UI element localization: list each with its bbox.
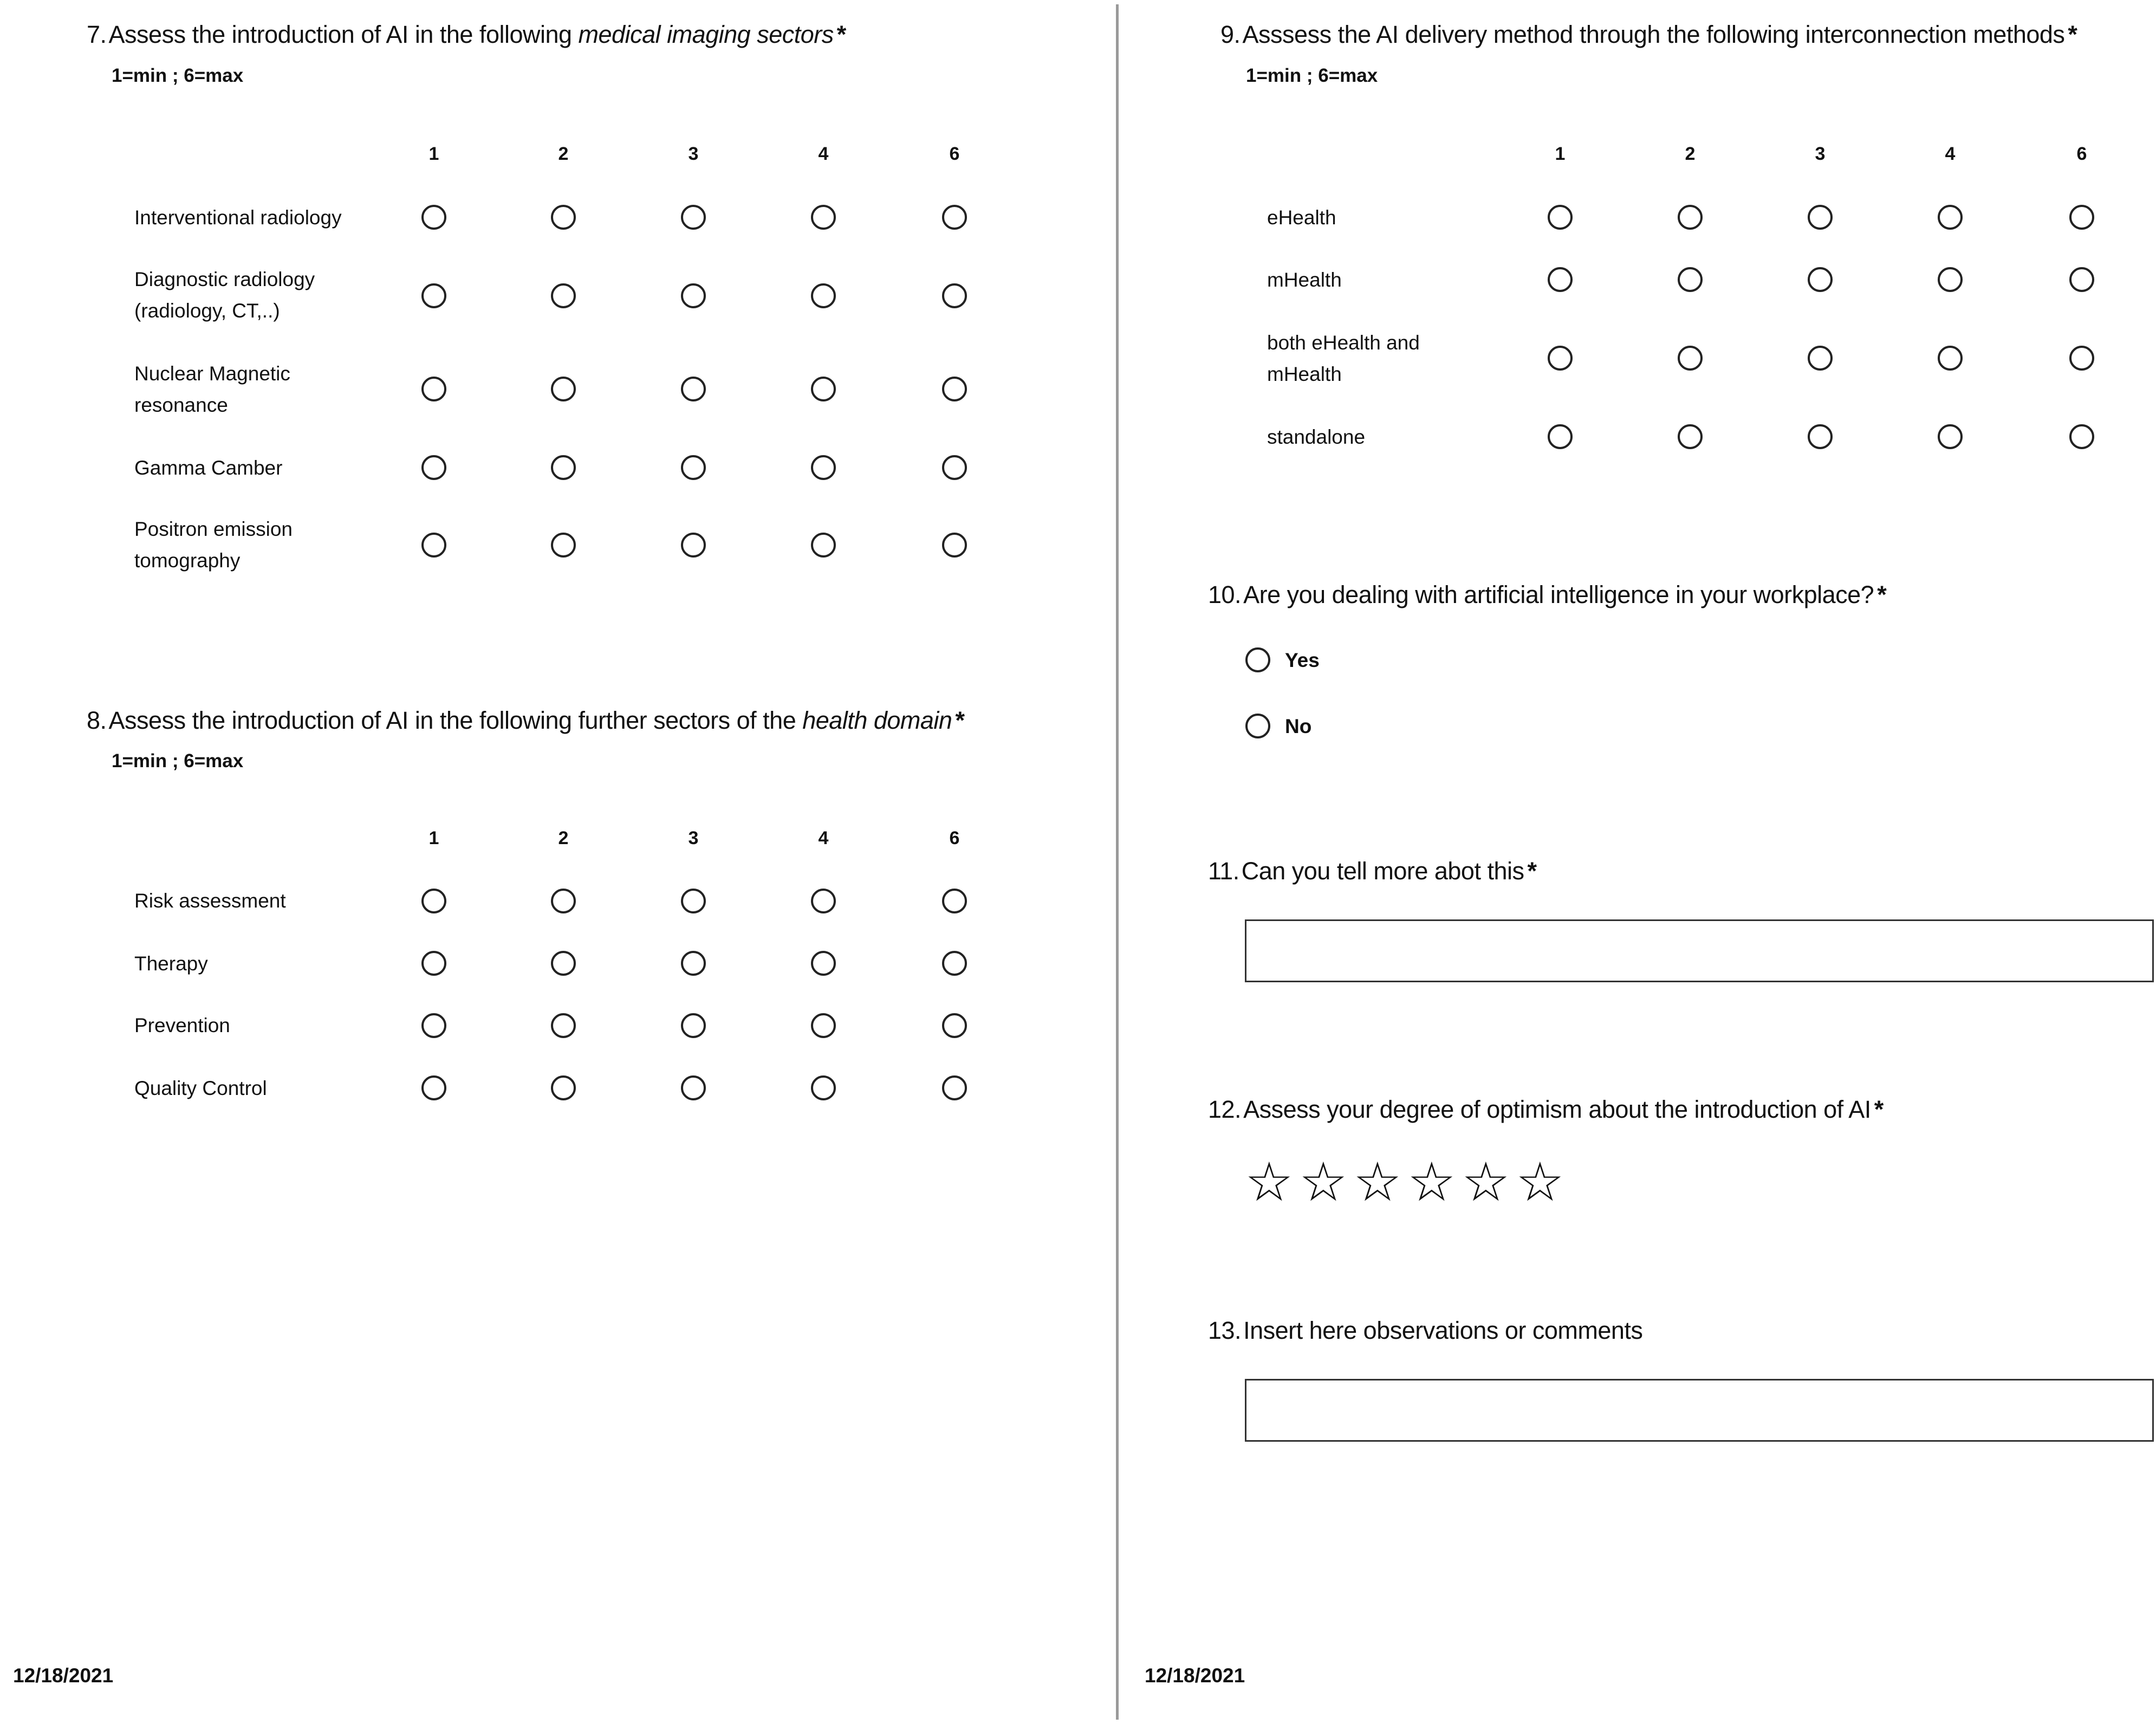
row-label-line: Diagnostic radiology [134, 268, 315, 290]
q8-r4-radio-1[interactable] [421, 1075, 446, 1100]
q10-yes-radio[interactable] [1245, 647, 1270, 672]
star-icon[interactable]: ☆ [1353, 1152, 1402, 1213]
col-header: 1 [428, 828, 439, 848]
col-header: 2 [558, 144, 569, 164]
required-marker: * [1874, 1096, 1884, 1123]
q7-r2-radio-1[interactable] [421, 283, 446, 308]
q7-r5-radio-2[interactable] [551, 533, 576, 558]
q12-title [1208, 1096, 1884, 1124]
row-label [134, 948, 208, 980]
q8-r1-radio-6[interactable] [942, 889, 967, 913]
q8-r2-radio-6[interactable] [942, 951, 967, 976]
q9-r3-radio-6[interactable] [2069, 346, 2094, 371]
q7-r4-radio-1[interactable] [421, 455, 446, 480]
q8-emphasis: health domain [802, 707, 952, 734]
q7-r4-radio-2[interactable] [551, 455, 576, 480]
q7-r1-radio-3[interactable] [681, 205, 706, 230]
q7-r5-radio-6[interactable] [942, 533, 967, 558]
required-marker: * [955, 707, 965, 734]
q8-r4-radio-6[interactable] [942, 1075, 967, 1100]
q9-r4-radio-2[interactable] [1678, 424, 1703, 449]
q7-r3-radio-3[interactable] [681, 377, 706, 401]
q9-r3-radio-1[interactable] [1548, 346, 1573, 371]
q7-r5-radio-3[interactable] [681, 533, 706, 558]
row-label-line: tomography [134, 549, 241, 572]
q9-r4-radio-4[interactable] [1938, 424, 1963, 449]
col-header: 2 [558, 828, 569, 848]
required-marker: * [836, 21, 846, 48]
q7-r3-radio-6[interactable] [942, 377, 967, 401]
q9-r3-radio-3[interactable] [1808, 346, 1833, 371]
q8-r3-radio-4[interactable] [811, 1013, 836, 1038]
q7-r4-radio-3[interactable] [681, 455, 706, 480]
row-label-line: standalone [1267, 426, 1366, 448]
q9-r3-radio-4[interactable] [1938, 346, 1963, 371]
q10-text: Are you dealing with artificial intelligence in your workplace? [1243, 581, 1874, 608]
q8-r1-radio-4[interactable] [811, 889, 836, 913]
q7-text: Assess the introduction of AI in the following [108, 21, 579, 48]
row-label [1267, 202, 1336, 234]
q8-r2-radio-2[interactable] [551, 951, 576, 976]
row-label [1267, 264, 1342, 296]
q11-number: 11. [1208, 857, 1239, 885]
q7-scale-note: 1=min ; 6=max [112, 65, 244, 86]
q7-r4-radio-4[interactable] [811, 455, 836, 480]
q7-r3-radio-1[interactable] [421, 377, 446, 401]
q10-no-label: No [1285, 715, 1312, 737]
q9-r3-radio-2[interactable] [1678, 346, 1703, 371]
q11-text: Can you tell more abot this [1241, 857, 1524, 885]
row-label [134, 1010, 230, 1041]
col-header: 6 [949, 144, 960, 164]
footer-date: 12/18/2021 [13, 1664, 114, 1687]
col-header: 6 [949, 828, 960, 848]
q7-r5-radio-4[interactable] [811, 533, 836, 558]
q7-title [87, 21, 846, 49]
row-label [1267, 327, 1420, 390]
q8-r4-radio-4[interactable] [811, 1075, 836, 1100]
col-header: 2 [1685, 144, 1696, 164]
star-icon[interactable]: ☆ [1245, 1152, 1294, 1213]
row-label [1267, 422, 1365, 453]
q8-text: Assess the introduction of AI in the following further sectors of the [108, 707, 803, 734]
col-header: 1 [1555, 144, 1566, 164]
right-page [1121, 0, 2156, 1724]
q9-text: Asssess the AI delivery method through the following interconnection methods [1242, 21, 2065, 48]
q9-scale-note: 1=min ; 6=max [1246, 65, 1378, 86]
row-label-line: mHealth [1267, 363, 1342, 385]
col-header: 3 [688, 144, 699, 164]
q7-r1-radio-1[interactable] [421, 205, 446, 230]
row-label-line: mHealth [1267, 269, 1342, 291]
row-label [134, 514, 293, 576]
q8-title [87, 707, 964, 735]
required-marker: * [1527, 857, 1537, 885]
q7-r2-radio-2[interactable] [551, 283, 576, 308]
q13-text: Insert here observations or comments [1243, 1317, 1643, 1344]
q8-r3-radio-1[interactable] [421, 1013, 446, 1038]
row-label [134, 358, 290, 421]
q12-text: Assess your degree of optimism about the introduction of AI [1243, 1096, 1871, 1123]
q13-comments-input[interactable] [1245, 1379, 2154, 1442]
q7-number: 7. [87, 21, 107, 48]
row-label [134, 885, 286, 917]
q10-yes-label: Yes [1285, 649, 1320, 671]
col-header: 3 [1815, 144, 1826, 164]
q10-title [1208, 581, 1886, 609]
q11-answer-input[interactable] [1245, 919, 2154, 982]
q9-r4-radio-3[interactable] [1808, 424, 1833, 449]
q8-r4-radio-3[interactable] [681, 1075, 706, 1100]
q10-no-radio[interactable] [1245, 714, 1270, 738]
q7-r5-radio-1[interactable] [421, 533, 446, 558]
star-icon[interactable]: ☆ [1299, 1152, 1348, 1213]
star-icon[interactable]: ☆ [1407, 1152, 1456, 1213]
q9-r2-radio-1[interactable] [1548, 267, 1573, 292]
required-marker: * [1877, 581, 1887, 608]
q13-title [1208, 1317, 1642, 1345]
row-label-line: Therapy [134, 952, 208, 975]
q8-r1-radio-2[interactable] [551, 889, 576, 913]
col-header: 4 [818, 144, 829, 164]
q9-r1-radio-4[interactable] [1938, 205, 1963, 230]
q7-r2-radio-4[interactable] [811, 283, 836, 308]
col-header: 4 [818, 828, 829, 848]
row-label [134, 264, 315, 327]
q9-r2-radio-4[interactable] [1938, 267, 1963, 292]
q8-r3-radio-3[interactable] [681, 1013, 706, 1038]
q10-number: 10. [1208, 581, 1242, 608]
q12-number: 12. [1208, 1096, 1242, 1123]
q8-number: 8. [87, 707, 107, 734]
row-label-line: (radiology, CT,..) [134, 300, 280, 322]
col-header: 6 [2076, 144, 2087, 164]
q9-r1-radio-6[interactable] [2069, 205, 2094, 230]
page-divider [1116, 4, 1119, 1720]
q11-title [1208, 857, 1537, 885]
q7-r1-radio-6[interactable] [942, 205, 967, 230]
q9-r4-radio-1[interactable] [1548, 424, 1573, 449]
q8-r2-radio-4[interactable] [811, 951, 836, 976]
col-header: 3 [688, 828, 699, 848]
q9-title [1220, 21, 2077, 49]
q7-r1-radio-4[interactable] [811, 205, 836, 230]
q7-r2-radio-3[interactable] [681, 283, 706, 308]
q9-r4-radio-6[interactable] [2069, 424, 2094, 449]
row-label-line: Risk assessment [134, 890, 286, 912]
q9-r2-radio-2[interactable] [1678, 267, 1703, 292]
q8-r2-radio-1[interactable] [421, 951, 446, 976]
q9-r1-radio-2[interactable] [1678, 205, 1703, 230]
q8-scale-note: 1=min ; 6=max [112, 750, 244, 772]
q7-r2-radio-6[interactable] [942, 283, 967, 308]
row-label-line: Prevention [134, 1014, 230, 1036]
q8-r2-radio-3[interactable] [681, 951, 706, 976]
q9-r1-radio-3[interactable] [1808, 205, 1833, 230]
row-label [134, 452, 282, 484]
q8-r3-radio-2[interactable] [551, 1013, 576, 1038]
q8-r4-radio-2[interactable] [551, 1075, 576, 1100]
q13-number: 13. [1208, 1317, 1242, 1344]
row-label-line: eHealth [1267, 206, 1336, 229]
q7-emphasis: medical imaging sectors [578, 21, 834, 48]
q9-r2-radio-3[interactable] [1808, 267, 1833, 292]
q7-r1-radio-2[interactable] [551, 205, 576, 230]
q8-r1-radio-3[interactable] [681, 889, 706, 913]
row-label-line: Nuclear Magnetic [134, 362, 290, 385]
star-icon[interactable]: ☆ [1516, 1152, 1564, 1213]
q7-r3-radio-4[interactable] [811, 377, 836, 401]
row-label-line: Interventional radiology [134, 206, 342, 229]
col-header: 4 [1945, 144, 1956, 164]
row-label [134, 1073, 267, 1104]
star-icon[interactable]: ☆ [1462, 1152, 1510, 1213]
q8-r1-radio-1[interactable] [421, 889, 446, 913]
footer-date: 12/18/2021 [1145, 1664, 1245, 1687]
row-label-line: resonance [134, 394, 228, 416]
q9-number: 9. [1220, 21, 1241, 48]
q9-r1-radio-1[interactable] [1548, 205, 1573, 230]
q8-r3-radio-6[interactable] [942, 1013, 967, 1038]
required-marker: * [2068, 21, 2077, 48]
q9-r2-radio-6[interactable] [2069, 267, 2094, 292]
row-label-line: Gamma Camber [134, 457, 283, 479]
col-header: 1 [428, 144, 439, 164]
q7-r4-radio-6[interactable] [942, 455, 967, 480]
row-label [134, 202, 342, 234]
row-label-line: Quality Control [134, 1077, 267, 1099]
q7-r3-radio-2[interactable] [551, 377, 576, 401]
row-label-line: Positron emission [134, 518, 293, 540]
row-label-line: both eHealth and [1267, 332, 1420, 354]
